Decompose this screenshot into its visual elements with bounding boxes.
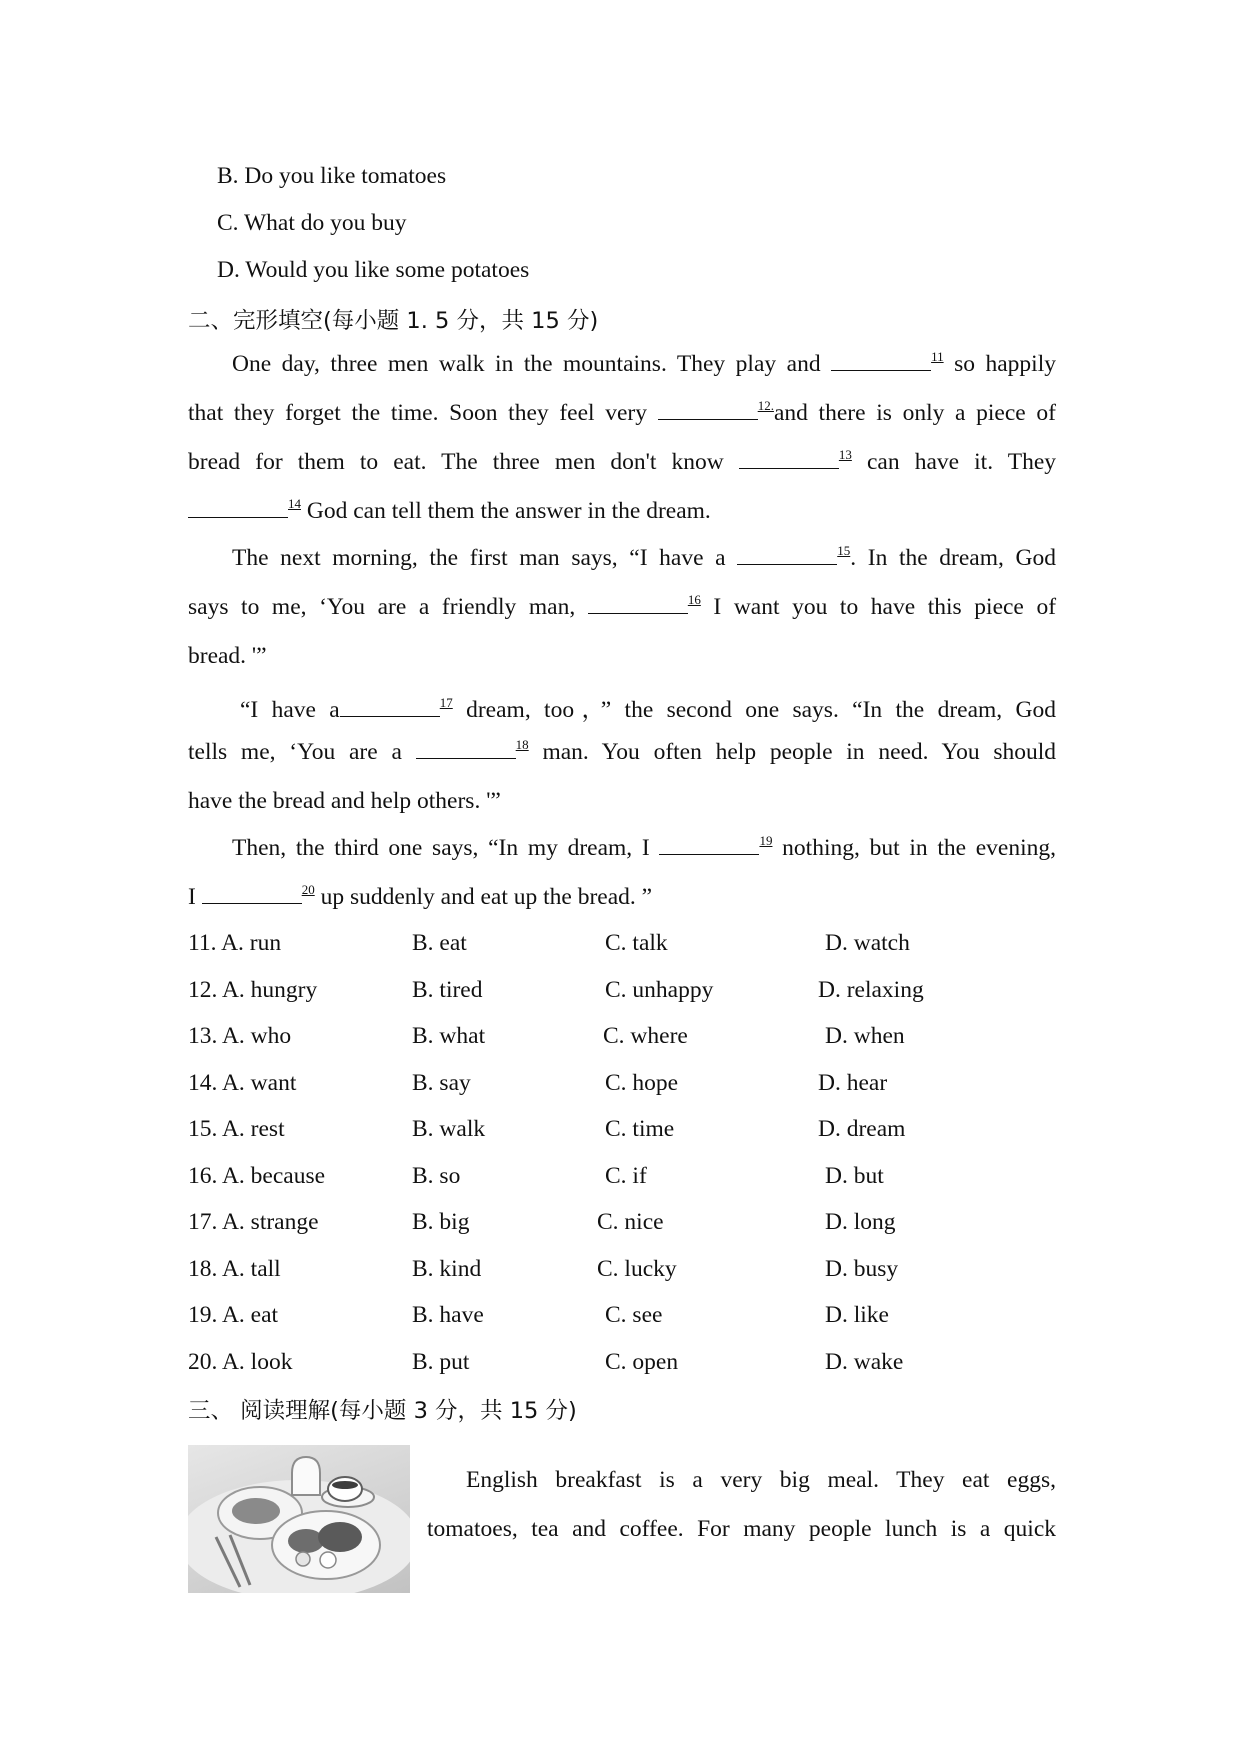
option-c: C. time [605,1116,675,1142]
option-c: C. see [605,1302,663,1328]
option-c: C. where [603,1023,688,1049]
blank-line [831,352,931,371]
blank-line [658,401,758,420]
option-line: B. Do you like tomatoes [217,163,447,189]
passage-line: One day, three men walk in the mountains. They play and $^{11}$ so happily [232,349,1056,377]
option-b: B. put [412,1349,470,1375]
passage-line: tells me, ‘You are a $^{18}$ man. You often help people in need. You should [188,737,1057,765]
option-a: 18. A. tall [188,1256,281,1282]
passage-line: I $^{20}$ up suddenly and eat up the bread. ” [188,882,653,910]
option-c: C. lucky [597,1256,677,1282]
option-c: C. hope [605,1070,679,1096]
blank-line [739,450,839,469]
option-a: 20. A. look [188,1349,293,1375]
passage-line: have the bread and help others. '” [188,788,501,814]
option-a: 11. A. run [188,930,282,956]
passage-line: says to me, ‘You are a friendly man, $^{16}$ I want you to have this piece of [188,592,1057,620]
passage-line: Then, the third one says, “In my dream, I $^{19}$ nothing, but in the evening, [232,833,1057,861]
option-d: D. long [825,1209,896,1235]
option-b: B. eat [412,930,467,956]
option-c: C. talk [605,930,668,956]
blank-number: 11 [931,349,944,364]
option-b: B. have [412,1302,484,1328]
passage-line: “I have a $^{17}$ dream, too，” the second one says. “In the dream, God [240,695,1056,723]
blank-number: 19 [759,833,773,848]
blank-line [416,740,516,759]
blank-number: 18 [515,737,529,752]
passage-line: bread for them to eat. The three men don't know $^{13}$ can have it. They [188,447,1057,475]
passage-line: bread. '” [188,643,267,669]
blank-number: 20 [301,882,315,897]
option-c: C. nice [597,1209,664,1235]
option-d: D. dream [818,1116,906,1142]
blank-number: 16 [687,592,701,607]
option-a: 19. A. eat [188,1302,279,1328]
option-a: 14. A. want [188,1070,297,1096]
blank-number: 13 [838,447,852,462]
reading-line: tomatoes, tea and coffee. For many people lunch is a quick [427,1516,1056,1542]
option-a: 16. A. because [188,1163,326,1189]
blank-number: 15 [837,543,851,558]
option-a: 13. A. who [188,1023,292,1049]
section-heading: 二、完形填空(每小题 1. 5 分，共 15 分) [188,308,599,334]
option-line: D. Would you like some potatoes [217,257,530,283]
breakfast-photo [188,1445,410,1593]
option-d: D. relaxing [818,977,924,1003]
option-d: D. wake [825,1349,904,1375]
passage-line: that they forget the time. Soon they feel very $^{12.}$and there is only a piece of [188,398,1056,426]
option-a: 12. A. hungry [188,977,318,1003]
option-d: D. like [825,1302,889,1328]
option-b: B. walk [412,1116,486,1142]
option-c: C. if [605,1163,647,1189]
option-d: D. watch [825,930,910,956]
option-c: C. unhappy [605,977,714,1003]
section-heading: 三、 阅读理解(每小题 3 分，共 15 分) [188,1398,577,1424]
blank-number: 14 [288,496,301,511]
reading-line: English breakfast is a very big meal. They eat eggs, [466,1467,1056,1493]
option-d: D. hear [818,1070,888,1096]
option-b: B. what [412,1023,486,1049]
option-d: D. but [825,1163,884,1189]
passage-line: $^{14}$ God can tell them the answer in the dream. [188,498,711,525]
option-a: 17. A. strange [188,1209,319,1235]
blank-line [659,836,759,855]
option-b: B. say [412,1070,471,1096]
blank-line [202,885,302,904]
option-b: B. so [412,1163,461,1189]
option-b: B. big [412,1209,470,1235]
blank-number: 17 [439,695,453,710]
option-c: C. open [605,1349,679,1375]
passage-line: The next morning, the first man says, “I have a $^{15}$. In the dream, God [232,543,1056,571]
option-b: B. tired [412,977,483,1003]
blank-line [340,698,440,717]
option-b: B. kind [412,1256,482,1282]
blank-line [737,546,837,565]
option-d: D. when [825,1023,905,1049]
option-line: C. What do you buy [217,210,407,236]
blank-line [188,499,288,518]
option-a: 15. A. rest [188,1116,285,1142]
blank-number: 12. [757,398,774,413]
option-d: D. busy [825,1256,899,1282]
blank-line [588,595,688,614]
